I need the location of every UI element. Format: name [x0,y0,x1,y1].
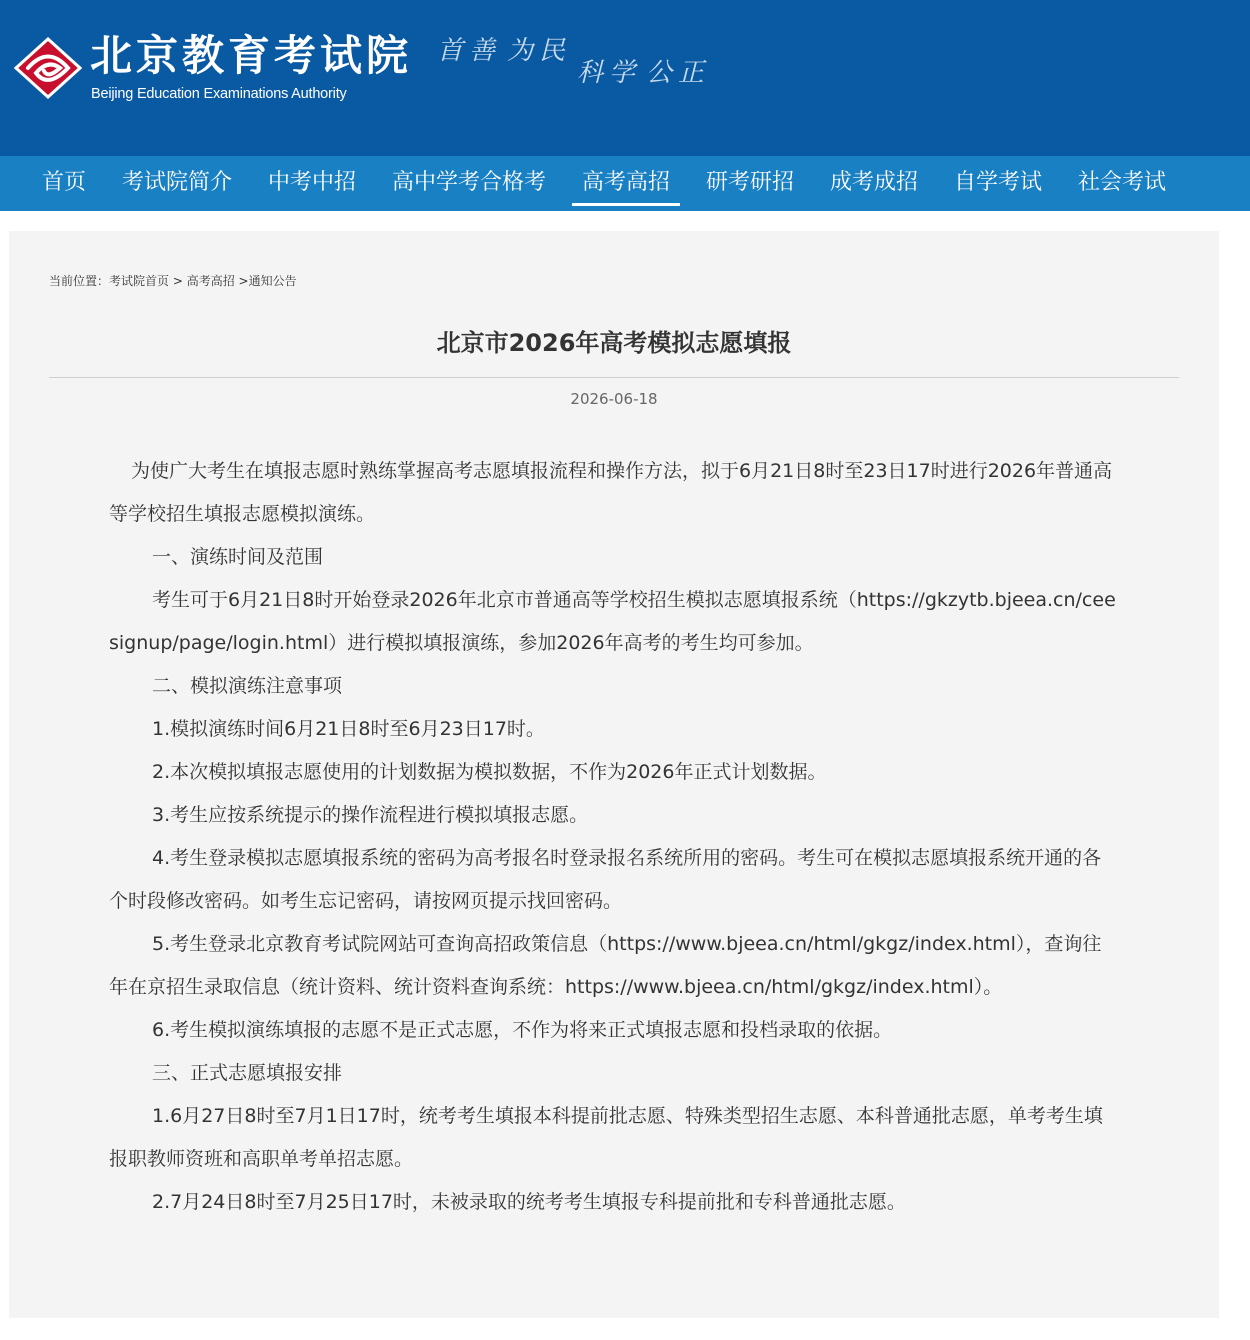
title-divider [49,377,1179,378]
breadcrumb-separator: > [234,274,249,288]
nav-item-xuekao[interactable]: 高中学考合格考 [392,170,547,195]
nav-item-zixue[interactable]: 自学考试 [954,170,1043,195]
nav-item-zhongkao[interactable]: 中考中招 [268,170,357,195]
breadcrumb [49,272,297,289]
site-header [0,0,1250,156]
breadcrumb-prefix: 当前位置： [49,274,110,288]
nav-item-about[interactable]: 考试院简介 [122,170,233,195]
article-paragraph: 3.考生应按系统提示的操作流程进行模拟填报志愿。 [152,804,589,826]
nav-item-home[interactable]: 首页 [42,170,87,195]
exam-authority-logo-icon[interactable] [14,37,82,99]
article-paragraph: 为使广大考生在填报志愿时熟练掌握高考志愿填报流程和操作方法，拟于6月21日8时至23日17时进行2026年普通高等学校招生填报志愿模拟演练。 [109,460,1113,525]
site-subtitle: Beijing Education Examinations Authority [91,86,347,102]
breadcrumb-link-gaokao[interactable]: 高考高招 [186,274,235,288]
article-title: 北京市2026年高考模拟志愿填报 [436,329,792,357]
motto-calligraphy: 为民 [507,36,572,66]
article-paragraph: 1.模拟演练时间6月21日8时至6月23日17时。 [152,718,545,740]
nav-item-yankao[interactable]: 研考研招 [706,170,795,195]
article-body [109,450,1119,1224]
article-paragraph: 6.考生模拟演练填报的志愿不是正式志愿，不作为将来正式填报志愿和投档录取的依据。 [152,1019,893,1041]
article-paragraph: 2.本次模拟填报志愿使用的计划数据为模拟数据，不作为2026年正式计划数据。 [152,761,827,783]
article-paragraph: 考生可于6月21日8时开始登录2026年北京市普通高等学校招生模拟志愿填报系统（https://gkzytb.bjeea.cn/ceesignup/page/login.html）进行模拟填报演练，参加2026年高考的考生均可参加。 [109,589,1116,654]
nav-item-gaokao[interactable]: 高考高招 [582,156,670,211]
nav-item-shehui[interactable]: 社会考试 [1078,170,1167,195]
article-paragraph: 4.考生登录模拟志愿填报系统的密码为高考报名时登录报名系统所用的密码。考生可在模拟志愿填报系统开通的各个时段修改密码。如考生忘记密码，请按网页提示找回密码。 [109,847,1102,912]
article-section-heading: 一、演练时间及范围 [152,546,324,568]
nav-item-chengkao[interactable]: 成考成招 [830,170,919,195]
breadcrumb-link-home[interactable]: 考试院首页 [109,274,170,288]
article-paragraph: 1.6月27日8时至7月1日17时，统考考生填报本科提前批志愿、特殊类型招生志愿、本科普通批志愿，单考考生填报职教师资班和高职单考单招志愿。 [109,1105,1103,1170]
main-nav [0,156,1250,211]
motto-calligraphy: 公正 [646,58,711,88]
motto-calligraphy: 科学 [577,58,642,88]
breadcrumb-separator: > [169,274,187,288]
article-paragraph: 5.考生登录北京教育考试院网站可查询高招政策信息（https://www.bjeea.cn/html/gkgz/index.html），查询往年在京招生录取信息（统计资料、统计资料查询系统：https://www.bjeea.cn/html/gkgz/index.html）。 [109,933,1102,998]
site-title[interactable]: 北京教育考试院 [90,31,413,80]
breadcrumb-link-notices[interactable]: 通知公告 [248,274,297,288]
motto-calligraphy: 首善 [437,36,502,66]
article-date: 2026-06-18 [570,390,658,408]
article-panel [9,231,1219,1318]
article-paragraph: 2.7月24日8时至7月25日17时，未被录取的统考考生填报专科提前批和专科普通批志愿。 [152,1191,906,1213]
article-section-heading: 三、正式志愿填报安排 [152,1062,343,1084]
article-section-heading: 二、模拟演练注意事项 [152,675,343,697]
